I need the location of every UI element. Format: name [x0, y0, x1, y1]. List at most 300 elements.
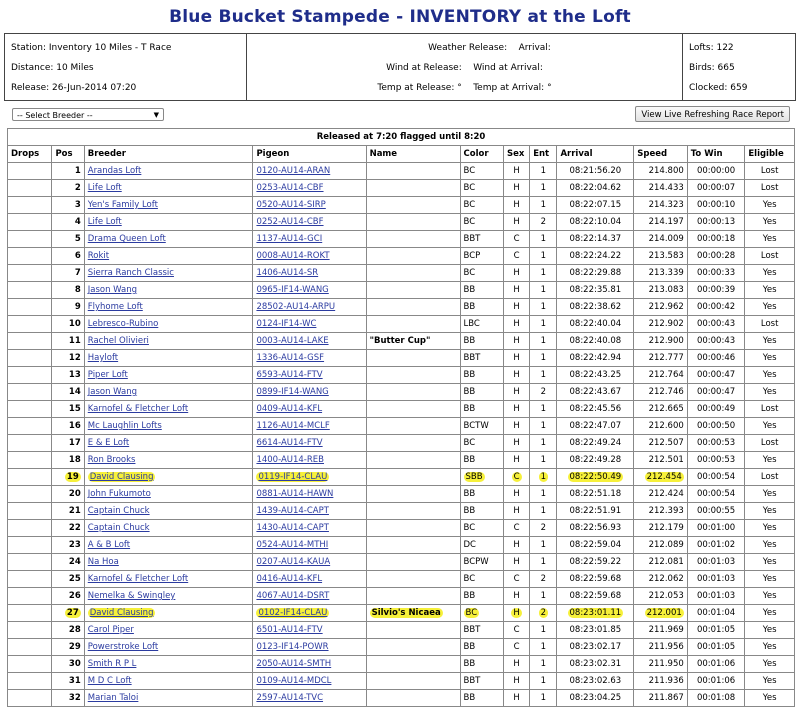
pos-cell-value: 9	[74, 302, 81, 312]
pos-cell	[52, 197, 84, 214]
pigeon-link-value[interactable]: 0120-AU14-ARAN	[256, 166, 331, 176]
wind-release-text: Wind at Release:	[386, 63, 462, 73]
arrival-cell-value: 08:22:10.04	[569, 217, 622, 227]
speed-cell-value: 212.902	[648, 319, 684, 329]
pos-cell-value: 22	[68, 523, 81, 533]
breeder-link-value[interactable]: Piper Loft	[87, 370, 128, 380]
drops-cell	[8, 163, 52, 180]
pigeon-link-value[interactable]: 1126-AU14-MCLF	[256, 421, 330, 431]
pigeon-link-value[interactable]: 1439-AU14-CAPT	[256, 506, 329, 516]
arrival-cell-value: 08:22:51.91	[569, 506, 622, 516]
name-cell-value: "Butter Cup"	[369, 336, 431, 346]
pigeon-link	[253, 197, 366, 214]
pos-cell-value: 23	[68, 540, 81, 550]
towin-cell-value: 00:01:04	[696, 608, 736, 618]
breeder-link-value[interactable]: E & E Loft	[87, 438, 130, 448]
pos-cell-value: 21	[68, 506, 81, 516]
color-cell-value: BB	[463, 387, 476, 397]
breeder-link-value[interactable]: Lebresco-Rubino	[87, 319, 159, 329]
speed-cell-value: 212.962	[648, 302, 684, 312]
pigeon-link-value[interactable]: 0003-AU14-LAKE	[256, 336, 329, 346]
towin-cell	[687, 656, 745, 673]
drops-cell	[8, 690, 52, 707]
pigeon-link	[253, 622, 366, 639]
pigeon-link-value[interactable]: 2050-AU14-SMTH	[256, 659, 332, 669]
live-report-button[interactable]: View Live Refreshing Race Report	[635, 106, 790, 122]
ent-cell	[530, 282, 557, 299]
column-header-name: Name	[366, 146, 460, 163]
arrival-cell	[557, 282, 634, 299]
breeder-link-value[interactable]: Marian Taloi	[87, 693, 139, 703]
breeder-link	[84, 435, 253, 452]
ent-cell	[530, 554, 557, 571]
sex-cell-value: H	[513, 268, 520, 278]
towin-cell-value: 00:01:06	[696, 659, 736, 669]
breeder-link-value[interactable]: M D C Loft	[87, 676, 132, 686]
arrival-cell	[557, 486, 634, 503]
arrival-cell	[557, 452, 634, 469]
sex-cell-value: H	[513, 217, 520, 227]
speed-cell	[634, 673, 688, 690]
towin-cell-value: 00:00:18	[696, 234, 736, 244]
pos-cell	[52, 622, 84, 639]
pigeon-link	[253, 537, 366, 554]
breeder-link-value[interactable]: John Fukumoto	[87, 489, 151, 499]
ent-cell	[530, 231, 557, 248]
color-cell-value: BCPW	[463, 557, 489, 567]
name-cell	[366, 316, 460, 333]
pigeon-link-value[interactable]: 1430-AU14-CAPT	[256, 523, 329, 533]
pos-cell-value: 7	[74, 268, 81, 278]
drops-cell	[8, 452, 52, 469]
breeder-link-value[interactable]: Jason Wang	[87, 285, 138, 295]
pigeon-link-value[interactable]: 0899-IF14-WANG	[256, 387, 329, 397]
pigeon-link	[253, 605, 366, 622]
breeder-link-value[interactable]: Drama Queen Loft	[87, 234, 166, 244]
table-row	[8, 588, 795, 605]
color-cell	[460, 197, 503, 214]
ent-cell	[530, 214, 557, 231]
breeder-link-value[interactable]: Powerstroke Loft	[87, 642, 159, 652]
breeder-link-value[interactable]: Flyhome Loft	[87, 302, 143, 312]
eligible-cell	[745, 333, 795, 350]
towin-cell	[687, 503, 745, 520]
speed-cell	[634, 554, 688, 571]
drops-cell	[8, 639, 52, 656]
sex-cell	[503, 520, 529, 537]
color-cell-value: BC	[463, 183, 476, 193]
pigeon-link-value[interactable]: 6593-AU14-FTV	[256, 370, 323, 380]
sex-cell	[503, 690, 529, 707]
sex-cell-value: H	[513, 438, 520, 448]
ent-cell-value: 1	[540, 234, 547, 244]
arrival-cell	[557, 180, 634, 197]
color-cell	[460, 214, 503, 231]
ent-cell	[530, 367, 557, 384]
drops-cell	[8, 503, 52, 520]
pos-cell-value: 3	[74, 200, 81, 210]
breeder-link-value[interactable]: David Clausing	[89, 472, 154, 482]
pigeon-link-value[interactable]: 28502-AU14-ARPU	[256, 302, 336, 312]
eligible-cell	[745, 231, 795, 248]
speed-cell-value: 211.936	[648, 676, 684, 686]
speed-cell-value: 212.900	[648, 336, 684, 346]
arrival-cell	[557, 350, 634, 367]
breeder-link-value[interactable]: Mc Laughlin Lofts	[87, 421, 162, 431]
speed-cell	[634, 690, 688, 707]
sex-cell-value: H	[513, 353, 520, 363]
ent-cell	[530, 690, 557, 707]
pigeon-link-value[interactable]: 1406-AU14-SR	[256, 268, 319, 278]
table-row	[8, 435, 795, 452]
pigeon-link-value[interactable]: 0416-AU14-KFL	[256, 574, 323, 584]
breeder-link	[84, 163, 253, 180]
arrival-cell-value: 08:22:59.04	[569, 540, 622, 550]
temp-arrival-text: Temp at Arrival: °	[473, 83, 552, 93]
breeder-link	[84, 469, 253, 486]
sex-cell-value: C	[513, 642, 520, 652]
color-cell-value: BB	[463, 404, 476, 414]
breeder-link-value[interactable]: Arandas Loft	[87, 166, 142, 176]
pos-cell	[52, 571, 84, 588]
breeder-link-value[interactable]: Life Loft	[87, 183, 122, 193]
pos-cell-value: 14	[68, 387, 81, 397]
breeder-link-value[interactable]: Yen's Family Loft	[87, 200, 158, 210]
color-cell-value: BBT	[463, 234, 481, 244]
pigeon-link	[253, 656, 366, 673]
pigeon-link-value[interactable]: 6614-AU14-FTV	[256, 438, 323, 448]
color-cell	[460, 452, 503, 469]
breeder-link-value[interactable]: Life Loft	[87, 217, 122, 227]
arrival-cell-value: 08:22:47.07	[569, 421, 622, 431]
pos-cell-value: 1	[74, 166, 81, 176]
breeder-link-value[interactable]: Captain Chuck	[87, 506, 150, 516]
name-cell	[366, 486, 460, 503]
drops-cell	[8, 418, 52, 435]
speed-cell	[634, 163, 688, 180]
breeder-link	[84, 605, 253, 622]
sex-cell	[503, 418, 529, 435]
pigeon-link-value[interactable]: 4067-AU14-DSRT	[256, 591, 330, 601]
arrival-cell	[557, 418, 634, 435]
eligible-cell-value: Yes	[762, 625, 777, 635]
speed-cell	[634, 656, 688, 673]
breeder-link	[84, 384, 253, 401]
pigeon-link-value[interactable]: 0119-IF14-CLAU	[258, 472, 328, 482]
breeder-select[interactable]	[12, 108, 164, 121]
color-cell	[460, 248, 503, 265]
pigeon-link	[253, 418, 366, 435]
speed-cell	[634, 265, 688, 282]
eligible-cell-value: Yes	[762, 200, 777, 210]
eligible-cell	[745, 452, 795, 469]
speed-cell	[634, 316, 688, 333]
drops-cell	[8, 673, 52, 690]
speed-cell-value: 212.001	[646, 608, 682, 618]
breeder-link-value[interactable]: Rachel Olivieri	[87, 336, 149, 346]
pos-cell	[52, 554, 84, 571]
drops-cell	[8, 299, 52, 316]
ent-cell	[530, 316, 557, 333]
color-cell	[460, 588, 503, 605]
speed-cell	[634, 248, 688, 265]
pos-cell	[52, 180, 84, 197]
pos-cell	[52, 673, 84, 690]
eligible-cell	[745, 673, 795, 690]
towin-cell	[687, 520, 745, 537]
arrival-cell-value: 08:22:45.56	[569, 404, 622, 414]
eligible-cell	[745, 503, 795, 520]
lofts-count: Lofts: 122	[689, 43, 734, 53]
pigeon-link-value[interactable]: 0124-IF14-WC	[256, 319, 317, 329]
pigeon-link	[253, 401, 366, 418]
arrival-cell-value: 08:22:35.81	[569, 285, 622, 295]
breeder-link-value[interactable]: Na Hoa	[87, 557, 119, 567]
ent-cell	[530, 469, 557, 486]
eligible-cell-value: Yes	[762, 642, 777, 652]
speed-cell	[634, 520, 688, 537]
arrival-weather-text: Arrival:	[518, 43, 551, 53]
ent-cell-value: 1	[540, 693, 547, 703]
pigeon-link-value[interactable]: 2597-AU14-TVC	[256, 693, 324, 703]
color-cell-value: BBT	[463, 676, 481, 686]
towin-cell-value: 00:00:07	[696, 183, 736, 193]
towin-cell	[687, 197, 745, 214]
towin-cell	[687, 384, 745, 401]
speed-cell-value: 211.956	[648, 642, 684, 652]
arrival-cell	[557, 571, 634, 588]
pigeon-link	[253, 333, 366, 350]
color-cell	[460, 265, 503, 282]
wind-line	[253, 58, 676, 78]
towin-cell	[687, 282, 745, 299]
arrival-cell-value: 08:22:29.88	[569, 268, 622, 278]
sex-cell-value: H	[513, 659, 520, 669]
name-cell	[366, 503, 460, 520]
arrival-cell-value: 08:22:43.67	[569, 387, 622, 397]
sex-cell	[503, 299, 529, 316]
pigeon-link	[253, 554, 366, 571]
arrival-cell-value: 08:22:24.22	[569, 251, 622, 261]
arrival-cell	[557, 554, 634, 571]
pigeon-link-value[interactable]: 0409-AU14-KFL	[256, 404, 323, 414]
color-cell-value: DC	[463, 540, 476, 550]
ent-cell-value: 1	[540, 557, 547, 567]
sex-cell-value: H	[513, 166, 520, 176]
breeder-link-value[interactable]: A & B Loft	[87, 540, 131, 550]
towin-cell	[687, 469, 745, 486]
breeder-link	[84, 673, 253, 690]
arrival-cell	[557, 435, 634, 452]
breeder-link-value[interactable]: Karnofel & Fletcher Loft	[87, 574, 189, 584]
color-cell	[460, 571, 503, 588]
drops-cell	[8, 350, 52, 367]
name-cell	[366, 622, 460, 639]
pos-cell	[52, 265, 84, 282]
table-row	[8, 265, 795, 282]
breeder-link-value[interactable]: David Clausing	[89, 608, 154, 618]
table-row	[8, 350, 795, 367]
ent-cell	[530, 622, 557, 639]
name-cell	[366, 214, 460, 231]
arrival-cell	[557, 333, 634, 350]
eligible-cell	[745, 622, 795, 639]
pigeon-link-value[interactable]: 6501-AU14-FTV	[256, 625, 323, 635]
color-cell	[460, 554, 503, 571]
speed-cell	[634, 435, 688, 452]
speed-cell-value: 212.501	[648, 455, 684, 465]
arrival-cell-value: 08:23:02.17	[569, 642, 622, 652]
ent-cell-value: 1	[540, 183, 547, 193]
eligible-cell-value: Yes	[762, 370, 777, 380]
breeder-link	[84, 656, 253, 673]
sex-cell-value: H	[513, 370, 520, 380]
speed-cell-value: 213.339	[648, 268, 684, 278]
sex-cell-value: H	[513, 319, 520, 329]
towin-cell-value: 00:01:08	[696, 693, 736, 703]
breeder-link	[84, 554, 253, 571]
breeder-link-value[interactable]: Jason Wang	[87, 387, 138, 397]
color-cell-value: BC	[465, 608, 478, 618]
eligible-cell-value: Yes	[762, 217, 777, 227]
column-header-color: Color	[460, 146, 503, 163]
ent-cell	[530, 605, 557, 622]
name-cell	[366, 452, 460, 469]
sex-cell	[503, 384, 529, 401]
column-header-pos: Pos	[52, 146, 84, 163]
ent-cell-value: 1	[540, 200, 547, 210]
speed-cell	[634, 333, 688, 350]
pigeon-link-value[interactable]: 0207-AU14-KAUA	[256, 557, 331, 567]
pigeon-link	[253, 265, 366, 282]
color-cell	[460, 605, 503, 622]
ent-cell	[530, 486, 557, 503]
pigeon-link-value[interactable]: 0252-AU14-CBF	[256, 217, 324, 227]
drops-cell	[8, 537, 52, 554]
pigeon-link	[253, 486, 366, 503]
pos-cell-value: 2	[74, 183, 81, 193]
breeder-link-value[interactable]: Carol Piper	[87, 625, 134, 635]
pigeon-link	[253, 231, 366, 248]
column-header-pigeon: Pigeon	[253, 146, 366, 163]
pigeon-link-value[interactable]: 0965-IF14-WANG	[256, 285, 329, 295]
release-text: Release: 26-Jun-2014 07:20	[11, 83, 137, 93]
breeder-link-value[interactable]: Smith R P L	[87, 659, 137, 669]
name-cell	[366, 401, 460, 418]
pigeon-link	[253, 350, 366, 367]
sex-cell-value: C	[513, 234, 520, 244]
breeder-link-value[interactable]: Karnofel & Fletcher Loft	[87, 404, 189, 414]
sex-cell-value: H	[513, 557, 520, 567]
name-cell	[366, 265, 460, 282]
breeder-link	[84, 248, 253, 265]
ent-cell-value: 1	[540, 336, 547, 346]
arrival-cell-value: 08:22:38.62	[569, 302, 622, 312]
eligible-cell-value: Lost	[760, 183, 779, 193]
sex-cell-value: H	[513, 608, 520, 618]
pos-cell-value: 16	[68, 421, 81, 431]
eligible-cell-value: Yes	[762, 302, 777, 312]
pigeon-link-value[interactable]: 1336-AU14-GSF	[256, 353, 325, 363]
sex-cell	[503, 673, 529, 690]
eligible-cell	[745, 197, 795, 214]
race-info-counts	[683, 34, 795, 100]
color-cell	[460, 350, 503, 367]
towin-cell-value: 00:00:54	[696, 472, 736, 482]
pigeon-link-value[interactable]: 0102-IF14-CLAU	[258, 608, 328, 618]
towin-cell-value: 00:00:53	[696, 455, 736, 465]
name-cell	[366, 690, 460, 707]
pos-cell-value: 18	[68, 455, 81, 465]
sex-cell-value: H	[513, 455, 520, 465]
pos-cell-value: 6	[74, 251, 81, 261]
pigeon-link	[253, 571, 366, 588]
ent-cell-value: 2	[540, 387, 547, 397]
pigeon-link	[253, 214, 366, 231]
arrival-cell	[557, 469, 634, 486]
drops-cell	[8, 656, 52, 673]
color-cell	[460, 163, 503, 180]
eligible-cell-value: Yes	[762, 234, 777, 244]
pigeon-link-value[interactable]: 1400-AU14-REB	[256, 455, 324, 465]
arrival-cell-value: 08:21:56.20	[569, 166, 622, 176]
ent-cell-value: 1	[540, 659, 547, 669]
color-cell-value: BC	[463, 574, 476, 584]
ent-cell	[530, 163, 557, 180]
eligible-cell-value: Lost	[760, 438, 779, 448]
breeder-link-value[interactable]: Nemelka & Swingley	[87, 591, 176, 601]
speed-cell	[634, 282, 688, 299]
pigeon-link-value[interactable]: 0524-AU14-MTHI	[256, 540, 329, 550]
column-header-speed: Speed	[634, 146, 688, 163]
speed-cell-value: 213.583	[648, 251, 684, 261]
breeder-link-value[interactable]: Rokit	[87, 251, 110, 261]
towin-cell	[687, 163, 745, 180]
ent-cell	[530, 350, 557, 367]
arrival-cell-value: 08:23:01.11	[569, 608, 622, 618]
pigeon-link-value[interactable]: 1137-AU14-GCI	[256, 234, 323, 244]
towin-cell	[687, 231, 745, 248]
arrival-cell-value: 08:23:02.63	[569, 676, 622, 686]
pigeon-link-value[interactable]: 0008-AU14-ROKT	[256, 251, 330, 261]
towin-cell-value: 00:00:47	[696, 370, 736, 380]
color-cell	[460, 673, 503, 690]
towin-cell	[687, 418, 745, 435]
towin-cell-value: 00:00:50	[696, 421, 736, 431]
towin-cell	[687, 435, 745, 452]
pigeon-link-value[interactable]: 0520-AU14-SIRP	[256, 200, 326, 210]
breeder-link-value[interactable]: Captain Chuck	[87, 523, 150, 533]
towin-cell	[687, 554, 745, 571]
ent-cell-value: 2	[540, 523, 547, 533]
pigeon-link-value[interactable]: 0109-AU14-MDCL	[256, 676, 332, 686]
pigeon-link-value[interactable]: 0123-IF14-POWR	[256, 642, 329, 652]
breeder-link-value[interactable]: Ron Brooks	[87, 455, 136, 465]
towin-cell-value: 00:00:43	[696, 336, 736, 346]
ent-cell-value: 1	[540, 472, 547, 482]
breeder-link-value[interactable]: Sierra Ranch Classic	[87, 268, 174, 278]
pos-cell	[52, 435, 84, 452]
breeder-link	[84, 622, 253, 639]
breeder-link	[84, 333, 253, 350]
breeder-link-value[interactable]: Hayloft	[87, 353, 119, 363]
pigeon-link-value[interactable]: 0881-AU14-HAWN	[256, 489, 334, 499]
color-cell-value: BB	[463, 489, 476, 499]
ent-cell-value: 1	[540, 353, 547, 363]
pigeon-link	[253, 435, 366, 452]
speed-cell-value: 212.764	[648, 370, 684, 380]
pigeon-link-value[interactable]: 0253-AU14-CBF	[256, 183, 324, 193]
